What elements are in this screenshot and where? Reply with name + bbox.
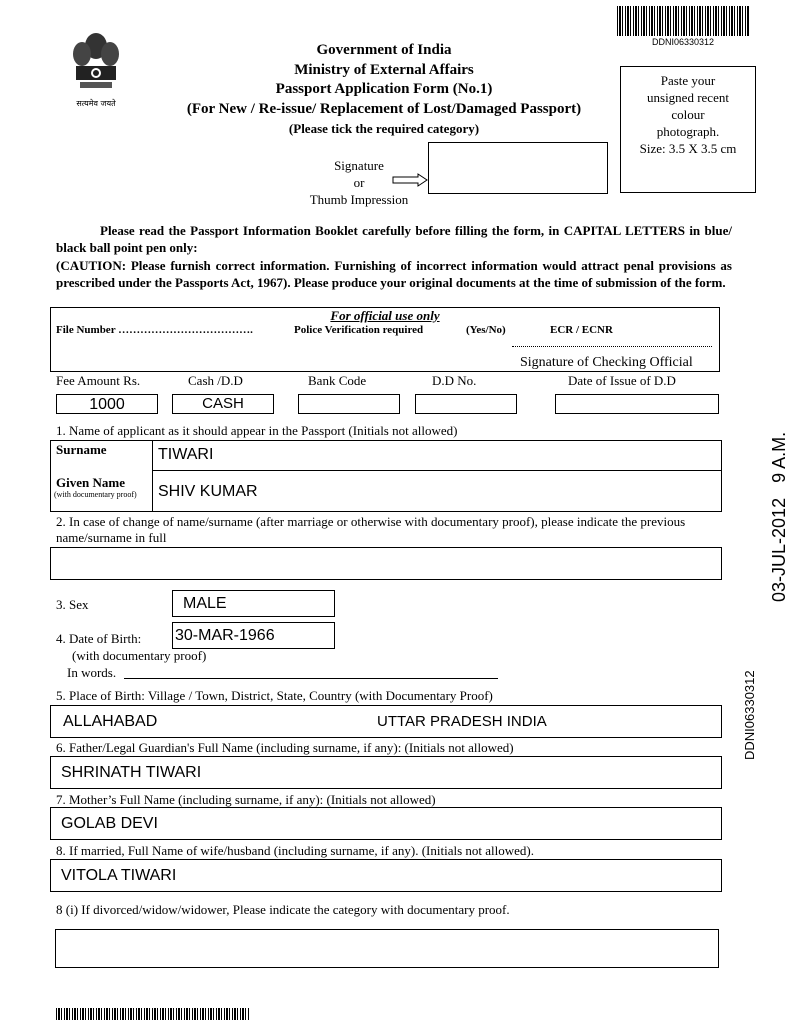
given-name-value: SHIV KUMAR: [158, 483, 258, 500]
file-number-label: File Number ……………………………….: [56, 324, 253, 336]
divorce-category-field[interactable]: [55, 929, 719, 968]
barcode: [617, 6, 749, 36]
surname-label: Surname: [56, 442, 107, 457]
signature-label-3: Thumb Impression: [309, 192, 409, 207]
photo-box[interactable]: [620, 66, 756, 193]
fee-amount-value: 1000: [89, 396, 125, 413]
dd-no-field[interactable]: [415, 394, 517, 414]
previous-name-field[interactable]: [50, 547, 722, 580]
dob-value: 30-MAR-1966: [175, 627, 275, 644]
place-of-birth-state: UTTAR PRADESH INDIA: [377, 713, 547, 730]
header-tick-note: (Please tick the required category): [288, 121, 480, 136]
q7-label: 7. Mother’s Full Name (including surname, if any): (Initials not allowed): [56, 792, 436, 807]
dob-words-line[interactable]: [124, 678, 498, 679]
father-name-value: SHRINATH TIWARI: [61, 764, 202, 781]
photo-instruction-4: photograph.: [656, 124, 720, 139]
date-stamp-text: 03-JUL-2012 9 A.M.: [769, 431, 789, 602]
place-of-birth-town: ALLAHABAD: [63, 713, 158, 730]
side-code: [742, 670, 757, 760]
name-table-divider-h: [152, 470, 722, 471]
cash-dd-value: CASH: [202, 395, 244, 412]
q2-label: 2. In case of change of name/surname (after marriage or otherwise with documentary proof), please indicate the previous name/surname in full: [56, 514, 686, 545]
sex-value: MALE: [183, 595, 227, 612]
bottom-barcode: [56, 1008, 250, 1020]
cash-dd-label: Cash /D.D: [188, 373, 243, 388]
header-form-title: Passport Application Form (No.1): [275, 81, 493, 97]
q6-label: 6. Father/Legal Guardian's Full Name (including surname, if any): (Initials not allowed): [56, 740, 514, 755]
cash-dd-field[interactable]: [172, 394, 274, 414]
header-form-purpose: (For New / Re-issue/ Replacement of Lost/Damaged Passport): [186, 101, 582, 117]
mother-name-value: GOLAB DEVI: [61, 815, 158, 832]
signature-label-1: Signature: [334, 158, 384, 173]
arrow-right-icon: [392, 173, 428, 187]
q1-label: 1. Name of applicant as it should appear in the Passport (Initials not allowed): [56, 423, 458, 438]
spouse-name-value: VITOLA TIWARI: [61, 867, 177, 884]
ecr-label: ECR / ECNR: [550, 324, 613, 336]
header-ministry: Ministry of External Affairs: [294, 62, 474, 78]
checking-official-label: Signature of Checking Official: [520, 355, 693, 370]
photo-instruction-1: Paste your: [660, 73, 716, 88]
dob-field[interactable]: [172, 622, 335, 649]
given-name-note: (with documentary proof): [54, 490, 137, 499]
bank-code-label: Bank Code: [308, 373, 367, 388]
dd-no-label: D.D No.: [432, 373, 477, 388]
father-name-field[interactable]: [50, 756, 722, 789]
q8-label: 8. If married, Full Name of wife/husband (including surname, if any). (Initials not allowed).: [56, 843, 534, 858]
signature-label-2: or: [353, 175, 365, 190]
spouse-name-field[interactable]: [50, 859, 722, 892]
instructions-caution: (CAUTION: Please furnish correct information. Furnishing of incorrect information would attract penal provisions as prescribed under the Passports Act, 1967). Please produce your original documents at the time of submission of the form.: [56, 258, 732, 290]
yes-no-label: (Yes/No): [466, 324, 506, 336]
dob-note: (with documentary proof): [72, 648, 207, 663]
fee-amount-label: Fee Amount Rs.: [56, 373, 141, 388]
bank-code-field[interactable]: [298, 394, 400, 414]
signature-box[interactable]: [428, 142, 608, 194]
photo-instruction-2: unsigned recent: [647, 90, 729, 105]
police-verification-label: Police Verification required: [294, 324, 424, 336]
emblem-motto: सत्यमेव जयते: [76, 99, 116, 108]
dd-date-label: Date of Issue of D.D: [568, 373, 676, 388]
dob-words-label: In words.: [67, 665, 117, 680]
barcode-number: DDNI06330312: [651, 37, 715, 47]
checking-official-dots: [512, 346, 712, 347]
q4-label: 4. Date of Birth:: [56, 631, 142, 646]
instructions-booklet: Please read the Passport Information Booklet carefully before filling the form, in CAPITAL LETTERS in blue/ black ball point pen only:: [56, 223, 732, 255]
dd-date-field[interactable]: [555, 394, 719, 414]
side-code-text: DDNI06330312: [742, 670, 757, 760]
photo-size: Size: 3.5 X 3.5 cm: [639, 141, 737, 156]
mother-name-field[interactable]: [50, 807, 722, 840]
name-table: [50, 440, 722, 512]
q3-label: 3. Sex: [56, 597, 89, 612]
sex-field[interactable]: [172, 590, 335, 617]
photo-instruction-3: colour: [671, 107, 705, 122]
fee-amount-field[interactable]: [56, 394, 158, 414]
given-name-label: Given Name: [56, 475, 125, 490]
header-government: Government of India: [316, 42, 452, 58]
q8i-label: 8 (i) If divorced/widow/widower, Please indicate the category with documentary proof.: [56, 902, 510, 917]
place-of-birth-field[interactable]: [50, 705, 722, 738]
given-name-field[interactable]: [158, 483, 258, 501]
name-table-divider-v: [152, 440, 153, 512]
q5-label: 5. Place of Birth: Village / Town, District, State, Country (with Documentary Proof): [56, 688, 493, 703]
official-use-title: For official use only: [330, 308, 440, 323]
surname-field[interactable]: [158, 446, 213, 464]
date-stamp: [748, 432, 790, 612]
surname-value: TIWARI: [158, 446, 214, 463]
